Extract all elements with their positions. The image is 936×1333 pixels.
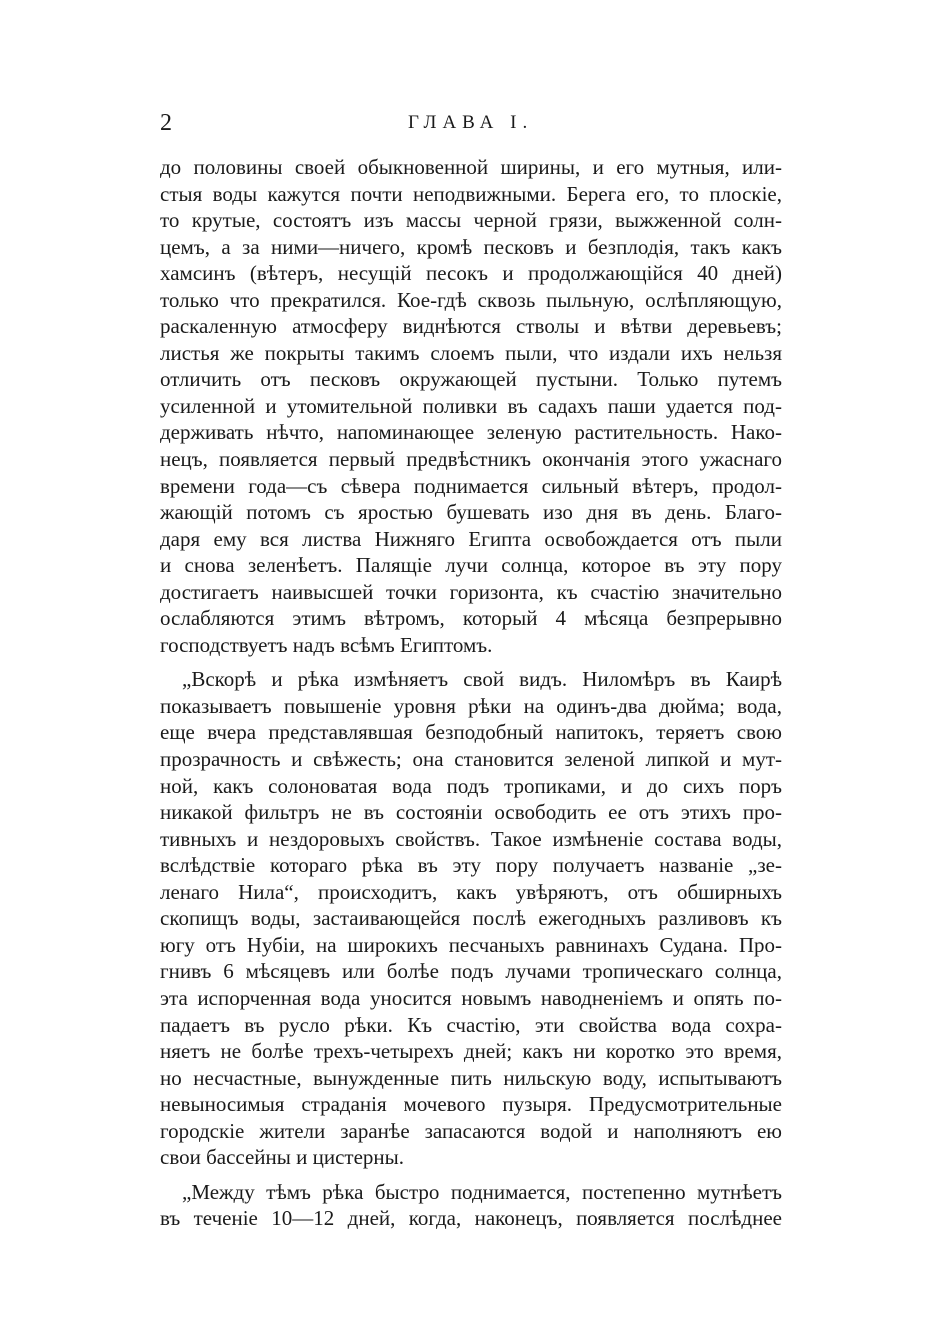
- text-line: держивать нѣчто, напоминающее зеленую растительность. Нако-: [160, 420, 782, 445]
- text-line: югу отъ Нубіи, на широкихъ песчаныхъ равнинахъ Судана. Про-: [160, 932, 782, 957]
- text-line: „Между тѣмъ рѣка быстро поднимается, постепенно мутнѣетъ: [182, 1179, 782, 1204]
- text-line: показываетъ повышеніе уровня рѣки на одинъ-два дюйма; вода,: [160, 693, 782, 718]
- text-line: „Вскорѣ и рѣка измѣняетъ свой видъ. Ниломѣръ въ Каирѣ: [182, 667, 782, 692]
- text-line: времени года—съ сѣвера поднимается сильный вѣтеръ, продол-: [160, 473, 782, 498]
- text-line: то крутые, состоятъ изъ массы черной грязи, выжженной солн-: [160, 208, 782, 233]
- text-line: нецъ, появляется первый предвѣстникъ окончанія этого ужаснаго: [160, 447, 782, 472]
- text-line: няетъ не болѣе трехъ-четырехъ дней; какъ ни коротко это время,: [160, 1039, 782, 1064]
- text-line: цемъ, а за ними—ничего, кромѣ песковъ и безплодія, такъ какъ: [160, 234, 782, 259]
- text-line: прозрачность и свѣжесть; она становится зеленой липкой и мут-: [160, 747, 782, 772]
- text-line: и снова зеленѣетъ. Палящіе лучи солнца, которое въ эту пору: [160, 553, 782, 578]
- text-line: гнивъ 6 мѣсяцевъ или болѣе подъ лучами тропическаго солнца,: [160, 959, 782, 984]
- text-line: еще вчера представлявшая безподобный напитокъ, теряетъ свою: [160, 720, 782, 745]
- text-line: невыносимыя страданія мочевого пузыря. Предусмотрительные: [160, 1092, 782, 1117]
- text-line: городскіе жители заранѣе запасаются водой и наполняютъ ею: [160, 1118, 782, 1143]
- text-line: усиленной и утомительной поливки въ садахъ паши удается под-: [160, 393, 782, 418]
- page-header: [160, 108, 782, 138]
- paragraph: [160, 154, 782, 658]
- text-line: раскаленную атмосферу виднѣются стволы и вѣтви деревьевъ;: [160, 314, 782, 339]
- text-line: только что прекратился. Кое-гдѣ сквозь пыльную, ослѣпляющую,: [160, 287, 782, 312]
- text-line: ленаго Нила“, происходитъ, какъ увѣряютъ, отъ обширныхъ: [160, 879, 782, 904]
- running-head: ГЛАВА I.: [408, 112, 534, 133]
- text-line: отличить отъ песковъ окружающей пустыни. Только путемъ: [160, 367, 782, 392]
- text-line: достигаетъ наивысшей точки горизонта, къ счастію значительно: [160, 579, 782, 604]
- text-line: листья же покрыты такимъ слоемъ пыли, что издали ихъ нельзя: [160, 340, 782, 365]
- text-line: тивныхъ и нездоровыхъ свойствъ. Такое измѣненіе состава воды,: [160, 826, 782, 851]
- text-line: но несчастные, вынужденные пить нильскую воду, испытываютъ: [160, 1065, 782, 1090]
- text-line: эта испорченная вода уносится новымъ наводненіемъ и опять по-: [160, 985, 782, 1010]
- text-line: въ теченіе 10—12 дней, когда, наконецъ, появляется послѣднее: [160, 1206, 782, 1231]
- text-line: даря ему вся листва Нижняго Египта освобождается отъ пыли: [160, 526, 782, 551]
- text-line: ослабляются этимъ вѣтромъ, который 4 мѣсяца безпрерывно: [160, 606, 782, 631]
- text-line: хамсинъ (вѣтеръ, несущій песокъ и продолжающійся 40 дней): [160, 261, 782, 286]
- text-line: стыя воды кажутся почти неподвижными. Берега его, то плоскіе,: [160, 181, 782, 206]
- paragraph: [160, 666, 782, 1170]
- text-line: до половины своей обыкновенной ширины, и его мутныя, или-: [160, 155, 782, 179]
- text-line: никакой фильтръ не въ состояніи освободить ее отъ этихъ про-: [160, 800, 782, 825]
- text-line: свои бассейны и цистерны.: [160, 1145, 405, 1170]
- text-line: вслѣдствіе котораго рѣка въ эту пору получаетъ названіе „зе-: [160, 853, 782, 878]
- page-number: 2: [160, 110, 172, 136]
- text-line: господствуетъ надъ всѣмъ Египтомъ.: [160, 632, 493, 657]
- paragraph-gap: [160, 1171, 782, 1179]
- paragraph-gap: [160, 658, 782, 666]
- text-line: ной, какъ солоноватая вода подъ тропиками, и до сихъ поръ: [160, 773, 782, 798]
- text-line: падаетъ въ русло рѣки. Къ счастію, эти свойства вода сохра-: [160, 1012, 782, 1037]
- text-line: жающій потомъ съ яростью бушевать изо дня въ день. Благо-: [160, 500, 782, 525]
- paragraph: [160, 1179, 782, 1232]
- text-line: скопищъ воды, застаивающейся послѣ ежегодныхъ разливовъ къ: [160, 906, 782, 931]
- text-body: [160, 154, 782, 1232]
